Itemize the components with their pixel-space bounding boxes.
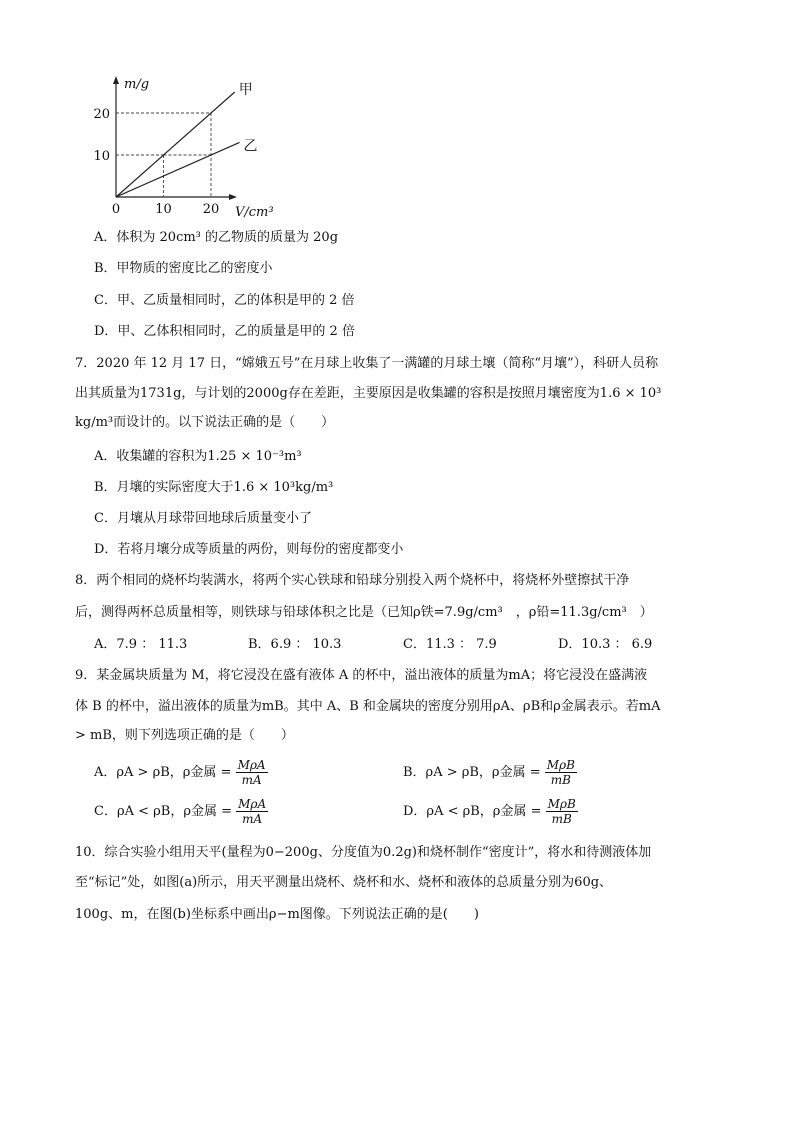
q10-stem-line2: 至“标记”处，如图(a)所示，用天平测量出烧杯、烧杯和水、烧杯和液体的总质量分别为60g、: [75, 875, 613, 890]
q7-stem-line2: 出其质量为1731g，与计划的2000g存在差距，主要原因是收集罐的容积是按照月壤密度为1.6 × 10³: [75, 386, 662, 401]
x-tick-label: 10: [155, 202, 172, 217]
q9-option-a: [94, 758, 268, 787]
q8-stem-line1: 8．两个相同的烧杯均装满水，将两个实心铁球和铅球分别投入两个烧杯中，将烧杯外壁擦拭干净: [75, 573, 630, 588]
q9-option-b: [403, 758, 577, 787]
q7-option-c: C．月壤从月球带回地球后质量变小了: [94, 511, 312, 526]
series-line-2: [116, 142, 240, 197]
series-label-2: 乙: [243, 138, 258, 155]
q8-option-a: A．7.9 ： 11.3: [94, 637, 188, 652]
q9-stem-line2: 体 B 的杯中，溢出液体的质量为mB。其中 A、B 和金属块的密度分别用ρA、ρB和ρ金属表示。若mA: [75, 699, 661, 714]
x-axis-label: V/cm³: [235, 205, 274, 220]
q10-stem-line3: 100g、m，在图(b)坐标系中画出ρ−m图像。下列说法正确的是( ): [75, 907, 479, 922]
q9-option-c: [94, 797, 268, 826]
x-tick-label: 20: [202, 202, 220, 217]
q7-option-a: A．收集罐的容积为1.25 × 10⁻³m³: [94, 449, 302, 464]
q8-option-c: C．11.3 ： 7.9: [403, 637, 497, 652]
q10-stem-line1: 10．综合实验小组用天平(量程为0−200g、分度值为0.2g)和烧杯制作“密度计”，将水和待测液体加: [75, 845, 652, 860]
q9-option-a-fraction: [236, 758, 268, 787]
q9-option-d-fraction: [546, 797, 578, 826]
y-axis-label: m/g: [124, 77, 150, 92]
q7-option-b: B．月壤的实际密度大于1.6 × 10³kg/m³: [94, 480, 334, 495]
q8-option-d: D．10.3 ： 6.9: [558, 637, 653, 652]
q9-option-b-label: B．ρA > ρB，ρ金属 =: [403, 765, 541, 780]
y-axis-arrow: [113, 76, 119, 84]
q9-stem-line1: 9．某金属块质量为 M，将它浸没在盛有液体 A 的杯中，溢出液体的质量为mA；将它浸没在盛满液: [75, 668, 648, 683]
q6-option-c: C．甲、乙质量相同时，乙的体积是甲的 2 倍: [94, 293, 355, 308]
q6-option-b: B．甲物质的密度比乙的密度小: [94, 261, 273, 276]
y-tick-label: 20: [93, 107, 110, 122]
fraction-numerator: MρA: [238, 797, 267, 811]
mass-volume-graph: [85, 72, 285, 222]
series-line-1: [116, 92, 235, 197]
q7-stem-line1: 7．2020 年 12 月 17 日，“嫦娥五号”在月球上收集了一满罐的月球土壤（简称“月壤”），科研人员称: [75, 356, 659, 371]
q8-option-b: B．6.9 ： 10.3: [248, 637, 342, 652]
q7-option-d: D．若将月壤分成等质量的两份，则每份的密度都变小: [94, 542, 404, 557]
fraction-denominator: mA: [241, 773, 262, 787]
fraction-numerator: MρA: [237, 758, 266, 772]
q9-option-a-label: A．ρA > ρB，ρ金属 =: [94, 765, 232, 780]
q9-option-c-label: C．ρA < ρB，ρ金属 =: [94, 804, 232, 819]
series-label-1: 甲: [238, 82, 253, 98]
q9-option-c-fraction: [236, 797, 268, 826]
fraction-denominator: mB: [550, 773, 571, 787]
x-tick-label: 0: [111, 202, 121, 217]
fraction-numerator: MρB: [547, 797, 576, 811]
q6-option-a: A．体积为 20cm³ 的乙物质的质量为 20g: [94, 230, 339, 245]
y-tick-label: 10: [93, 149, 110, 164]
fraction-numerator: MρB: [546, 758, 575, 772]
fraction-denominator: mA: [242, 812, 263, 826]
q7-stem-line3: kg/m³而设计的。以下说法正确的是（ ）: [75, 415, 335, 430]
fraction-denominator: mB: [551, 812, 572, 826]
q9-option-b-fraction: [545, 758, 577, 787]
q9-option-d: [403, 797, 578, 826]
q6-option-d: D．甲、乙体积相同时，乙的质量是甲的 2 倍: [94, 324, 355, 339]
q9-option-d-label: D．ρA < ρB，ρ金属 =: [403, 804, 542, 819]
x-axis-arrow: [229, 194, 237, 200]
q8-stem-line2: 后，测得两杯总质量相等，则铁球与铅球体积之比是（已知ρ铁=7.9g/cm³ ，ρ铅=11.3g/cm³ ）: [75, 605, 653, 620]
q9-stem-line3: > mB，则下列选项正确的是（ ）: [75, 728, 294, 743]
